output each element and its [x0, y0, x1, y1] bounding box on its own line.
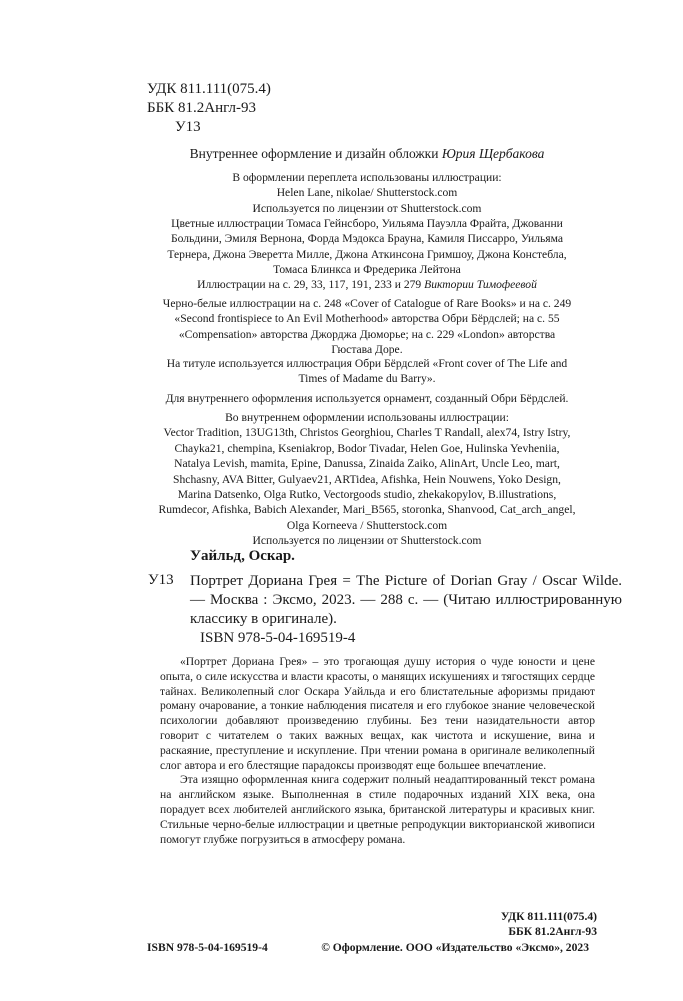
footer-copyright: © Оформление. ООО «Издательство «Эксмо», 2023 — [321, 941, 589, 954]
bib-description — [190, 572, 622, 629]
bw-illustrations-text: Черно-белые иллюстрации на с. 248 «Cover of Catalogue of Rare Books» и на с. 249 «Second frontispiece to An Evil Motherhood» авторства Обри Бёрдслей; на с. 55 «Compensation» авторства Джорджа Дюморье; на с. 229 «London» авторства Гюстава Доре. — [162, 297, 572, 357]
interior-names: Vector Tradition, 13UG13th, Christos Georghiou, Charles T Randall, alex74, Istry Istry, Chayka21, chempina, Kseniakrop, Bodor Tivadar, Helen Goe, Hulinska Yevheniia, Natalya Levish, mamita, Epine, Danussa, Zinaida Zaiko, AlinArt, Uncle Leo, mart, Shchasny, AVA Bitter, Gulyaev21, ARTidea, Afishka, Hein Nouwens, Yoko Design, Marina Datsenko, Olga Rutko, Vectorgoods studio, zhekakopylov, B.illustrations, Rumdecor, Afishka, Babich Alexander, Mari_B565, storonka, Shanvood, Cat_arch_angel, Olga Korneeva / Shutterstock.com — [158, 426, 576, 532]
title-page-credit — [158, 356, 576, 387]
binding-credits — [158, 170, 576, 216]
ornament-credit — [158, 391, 576, 406]
interior-credits — [158, 410, 576, 549]
designer-name: Юрия Щербакова — [441, 146, 545, 161]
binding-line-1: В оформлении переплета использованы иллюстрации: — [232, 171, 502, 184]
footer — [147, 941, 589, 954]
annotation-paragraph-1: «Портрет Дориана Грея» – это трогающая душу история о чуде юности и цене опыта, о силе искусства и власти красоты, о манящих искушениях и тягостящих сердце тайнах. Великолепный слог Оскара Уайльда и его блистательные афоризмы придают роману очарование, а тонкие наблюдения писателя и его глубокое знание человеческой психологии добавляют произведению глубины. Без тени назидательности автор говорит с читателем о таких важных вещах, как чистота и искушение, вина и раскаяние, преступление и искупление. При чтении романа в оригинале великолепный слог автора и его блестящие парадоксы производят еще большее впечатление. — [160, 655, 595, 772]
ornament-text: Для внутреннего оформления используется орнамент, созданный Обри Бёрдслей. — [165, 392, 569, 405]
annotation — [160, 655, 595, 847]
bbk-code-footer: ББК 81.2Англ-93 — [508, 925, 597, 938]
bw-illustrations-credit — [158, 296, 576, 358]
illustrator-name: Виктории Тимофеевой — [424, 278, 537, 291]
udk-code: УДК 811.111(075.4) — [147, 81, 271, 97]
color-illustrations-credit — [158, 216, 576, 278]
bib-author: Уайльд, Оскар. — [190, 548, 295, 564]
title-page-text: На титуле используется иллюстрация Обри Бёрдслей «Front cover of The Life and Times of Madame du Barry». — [166, 357, 568, 386]
author-mark: У13 — [175, 119, 201, 135]
annotation-paragraph-2: Эта изящно оформленная книга содержит полный неадаптированный текст романа на английском языке. Выполненная в стиле подарочных изданий XIX века, она порадует всех любителей английского языка, британской литературы и красивых книг. Стильные черно-белые иллюстрации и цветные репродукции викторианской живописи помогут глубже погрузиться в атмосферу романа. — [160, 773, 595, 846]
footer-isbn: ISBN 978-5-04-169519-4 — [147, 941, 268, 954]
binding-line-2: Helen Lane, nikolae/ Shutterstock.com — [276, 186, 458, 200]
binding-line-3: Используется по лицензии от Shutterstock.com — [252, 201, 482, 215]
bib-author-mark: У13 — [148, 572, 174, 588]
design-credit — [150, 145, 584, 163]
interior-license: Используется по лицензии от Shutterstock.com — [252, 534, 482, 548]
interior-heading: Во внутреннем оформлении использованы иллюстрации: — [225, 411, 509, 424]
udk-code-footer: УДК 811.111(075.4) — [500, 910, 597, 923]
udc-footer — [501, 909, 597, 939]
pages-illustrations-credit — [158, 277, 576, 292]
pages-credit-prefix: Иллюстрации на с. 29, 33, 117, 191, 233 и 279 — [197, 278, 422, 291]
color-illustrations-text: Цветные иллюстрации Томаса Гейнсборо, Уильяма Пауэлла Фрайта, Джованни Больдини, Эмиля Вернона, Форда Мэдокса Брауна, Камиля Писсарро, Уильяма Тернера, Джона Эверетта Милле, Джона Аткинсона Гримшоу, Джона Констебла, Томаса Блинкса и Фредерика Лейтона — [167, 217, 567, 277]
design-credit-prefix: Внутреннее оформление и дизайн обложки — [189, 146, 439, 161]
bib-isbn: ISBN 978-5-04-169519-4 — [200, 630, 356, 646]
bib-description-text: Портрет Дориана Грея = The Picture of Dorian Gray / Oscar Wilde. — Москва : Эксмо, 2023. — 288 с. — (Читаю иллюстрированную классику в оригинале). — [190, 573, 622, 627]
udc-header — [147, 80, 271, 137]
bbk-code: ББК 81.2Англ-93 — [147, 100, 256, 116]
